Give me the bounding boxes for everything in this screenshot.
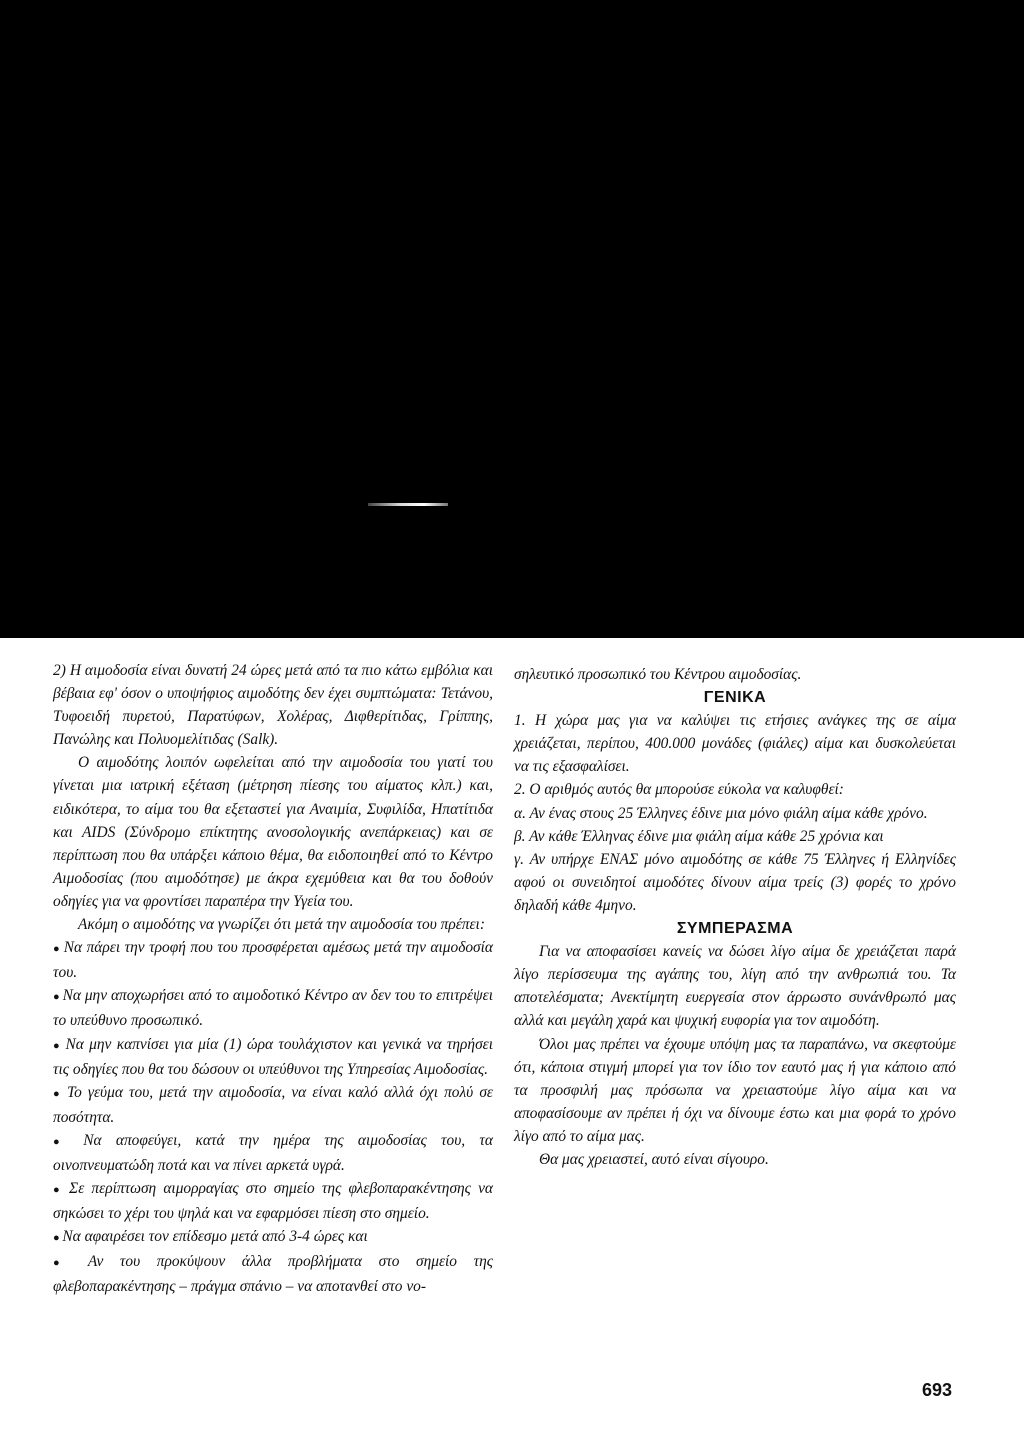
page-number: 693 xyxy=(922,1380,953,1400)
bullet-item: ● Το γεύμα του, μετά την αιμοδοσία, να είναι καλό αλλά όχι πολύ σε ποσότητα. xyxy=(53,1081,493,1129)
general-item: γ. Αν υπήρχε ΕΝΑΣ μόνο αιμοδότης σε κάθε 75 Έλληνες ή Ελληνίδες αφού οι συνειδητοί αιμοδότες δίνουν αίμα τρείς (3) φορές το χρόνο δηλαδή κάθε 4μηνο. xyxy=(514,850,956,914)
continuation-text: σηλευτικό προσωπικό του Κέντρου αιμοδοσίας. xyxy=(514,666,802,683)
general-item: β. Αν κάθε Έλληνας έδινε μια φιάλη αίμα κάθε 25 χρόνια και xyxy=(514,827,884,845)
conclusion-paragraph: Θα μας χρειαστεί, αυτό είναι σίγουρο. xyxy=(539,1150,769,1168)
bullet-item: ● Να αποφεύγει, κατά την ημέρα της αιμοδοσίας του, τα οινοπνευματώδη ποτά και να πίνει αρκετά υγρά. xyxy=(53,1129,493,1177)
right-column xyxy=(514,663,956,1171)
bullet-item: ● Σε περίπτωση αιμορραγίας στο σημείο της φλεβοπαρακέντησης να σηκώσει το χέρι του ψηλά και να εφαρμόσει πίεση στο σημείο. xyxy=(53,1177,493,1225)
paragraph-vaccines: 2) Η αιμοδοσία είναι δυνατή 24 ώρες μετά από τα πιο κάτω εμβόλια και βέβαια εφ' όσον ο υποψήφιος αιμοδότης δεν έχει συμπτώματα: Τετάνου, Τυφοειδή πυρετού, Παρατύφων, Χολέρας, Διφθερίτιδας, Γρίππης, Πανώλης και Πολυομελίτιδας (Salk). xyxy=(53,662,493,749)
black-photo-area xyxy=(0,0,1024,638)
paragraph-benefits: Ο αιμοδότης λοιπόν ωφελείται από την αιμοδοσία του γιατί του γίνεται μια ιατρική εξέταση (μέτρηση πίεσης του αίματος κλπ.) και, ειδικότερα, το αίμα του θα εξεταστεί για Αναιμία, Συφιλίδα, Ηπατίτιδα και AIDS (Σύνδρομο επίκτητης ανοσολογικής ανεπάρκειας) και σε περίπτωση που θα υπάρξει κάποιο θέμα, θα ειδοποιηθεί από το Κέντρο Αιμοδοσίας (που αιμοδότησε) με άκρα εχεμύθεια και θα του δοθούν οδηγίες για να φροντίσει παραπέρα την Υγεία του. xyxy=(53,754,493,910)
conclusion-paragraph: Για να αποφασίσει κανείς να δώσει λίγο αίμα δε χρειάζεται παρά λίγο περίσσευμα της αγάπης του, λίγη από την ανθρωπιά του. Τα αποτελέσματα; Ανεκτίμητη ευεργεσία στον άρρωστο συνάνθρωπό μας αλλά και μεγάλη χαρά και ψυχική ευφορία για τον αιμοδότη. xyxy=(514,943,956,1030)
bullet-item: ● Αν του προκύψουν άλλα προβλήματα στο σημείο της φλεβοπαρακέντησης – πράγμα σπάνιο – να αποτανθεί στο νο- xyxy=(53,1250,493,1298)
light-streak xyxy=(368,503,448,506)
general-item: α. Αν ένας στους 25 Έλληνες έδινε μια μόνο φιάλη αίμα κάθε χρόνο. xyxy=(514,804,928,822)
left-column xyxy=(53,659,493,1299)
general-item: 1. Η χώρα μας για να καλύψει τις ετήσιες ανάγκες της σε αίμα χρειάζεται, περίπου, 400.000 μονάδες (φιάλες) αίμα και δυσκολεύεται να τις εξασφαλίσει. xyxy=(514,712,956,776)
bullet-item: ● Να μην καπνίσει για μία (1) ώρα τουλάχιστον και γενικά να τηρήσει τις οδηγίες που θα του δώσουν οι υπεύθυνοι της Υπηρεσίας Αιμοδοσίας. xyxy=(53,1033,493,1081)
bullet-item: ● Να αφαιρέσει τον επίδεσμο μετά από 3-4 ώρες και xyxy=(53,1225,493,1250)
heading-conclusion: ΣΥΜΠΕΡΑΣΜΑ xyxy=(676,920,794,938)
bullet-item: ● Να μην αποχωρήσει από το αιμοδοτικό Κέντρο αν δεν του το επιτρέψει το υπεύθυνο προσωπικό. xyxy=(53,984,493,1032)
heading-general: ΓΕΝΙΚΑ xyxy=(703,689,767,707)
bullet-item: ● Να πάρει την τροφή που του προσφέρεται αμέσως μετά την αιμοδοσία του. xyxy=(53,936,493,984)
paragraph-after-donation: Ακόμη ο αιμοδότης να γνωρίζει ότι μετά την αιμοδοσία του πρέπει: xyxy=(78,916,485,934)
general-item: 2. Ο αριθμός αυτός θα μπορούσε εύκολα να καλυφθεί: xyxy=(514,781,844,799)
conclusion-paragraph: Όλοι μας πρέπει να έχουμε υπόψη μας τα παραπάνω, να σκεφτούμε ότι, κάποια στιγμή μπορεί για τον ίδιο τον εαυτό μας ή για κάποιο από τα προσφιλή μας πρόσωπα να χρειαστούμε λίγο αίμα και να αποφασίσουμε αν πρέπει ή όχι να δίνουμε έστω και μια φορά το χρόνο λίγο από το αίμα μας. xyxy=(514,1035,956,1145)
